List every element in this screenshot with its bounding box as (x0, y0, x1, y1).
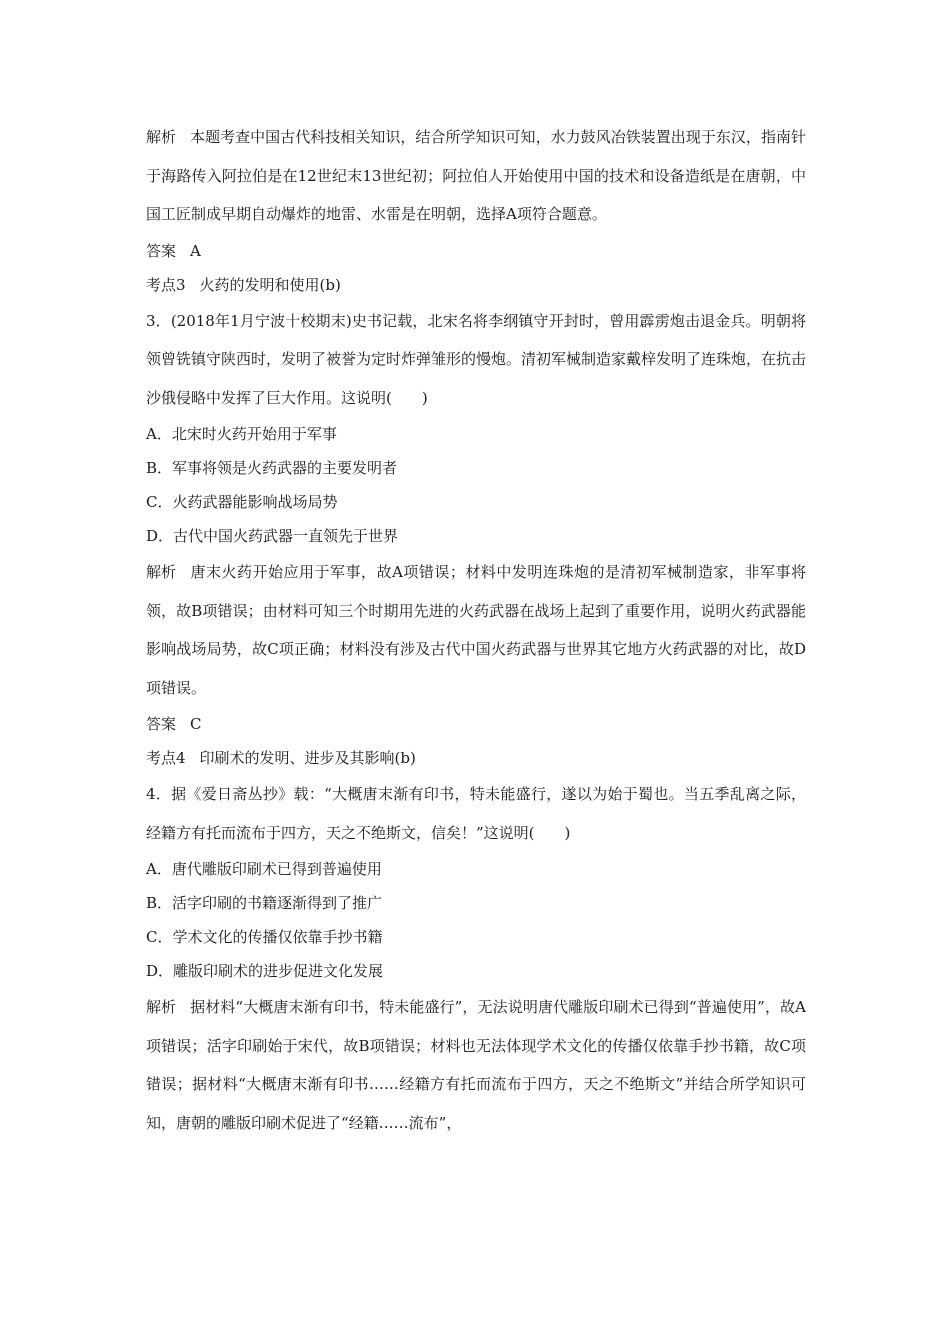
question-4-option-c (146, 920, 806, 954)
question-4-option-d (146, 954, 806, 988)
question-3-option-d (146, 519, 806, 553)
analysis-label: 解析 (146, 128, 177, 146)
analysis-text: 唐末火药开始应用于军事，故A项错误；材料中发明连珠炮的是清初军械制造家，非军事将领，故B项错误；由材料可知三个时期用先进的火药武器在战场上起到了重要作用，说明火药武器能影响战场局势，故C项正确；材料没有涉及古代中国火药武器与世界其它地方火药武器的对比，故D项错误。 (146, 563, 806, 697)
answer-label: 答案 (146, 715, 177, 733)
option-text: B．军事将领是火药武器的主要发明者 (146, 459, 398, 477)
analysis-label: 解析 (146, 563, 177, 581)
option-text: A．北宋时火药开始用于军事 (146, 425, 337, 443)
question-text: 4．据《爱日斋丛抄》载：“大概唐末渐有印书，特未能盛行，遂以为始于蜀也。当五季乱离之际，经籍方有托而流布于四方，天之不绝斯文，信矣！”这说明( ) (146, 785, 806, 842)
topic-title: 火药的发明和使用(b) (199, 275, 341, 294)
question-3-option-c (146, 485, 806, 519)
topic-heading-3 (146, 268, 806, 302)
question-3-option-b (146, 451, 806, 485)
analysis-paragraph-3 (146, 988, 806, 1142)
question-4-option-b (146, 886, 806, 920)
analysis-paragraph-1 (146, 118, 806, 234)
analysis-paragraph-2 (146, 553, 806, 707)
question-text: 3．(2018年1月宁波十校期末)史书记载，北宋名将李纲镇守开封时，曾用霹雳炮击退金兵。明朝将领曾铣镇守陕西时，发明了被誉为定时炸弹雏形的慢炮。清初军械制造家戴梓发明了连珠炮，在抗击沙俄侵略中发挥了巨大作用。这说明( ) (146, 311, 807, 407)
option-text: A．唐代雕版印刷术已得到普遍使用 (146, 860, 382, 878)
option-text: C．学术文化的传播仅依靠手抄书籍 (146, 928, 383, 946)
option-text: D．雕版印刷术的进步促进文化发展 (146, 962, 384, 980)
analysis-label: 解析 (146, 998, 177, 1016)
answer-value: C (190, 715, 202, 733)
answer-value: A (190, 241, 201, 260)
document-body (146, 118, 806, 1142)
question-3-stem (146, 302, 806, 418)
analysis-text: 据材料“大概唐末渐有印书，特未能盛行”，无法说明唐代雕版印刷术已得到“普遍使用”，故A项错误；活字印刷始于宋代，故B项错误；材料也无法体现学术文化的传播仅依靠手抄书籍，故C项错误；据材料“大概唐末渐有印书……经籍方有托而流布于四方，天之不绝斯文”并结合所学知识可知，唐朝的雕版印刷术促进了“经籍……流布”， (146, 998, 806, 1132)
question-4-stem (146, 775, 806, 852)
answer-line-1 (146, 234, 806, 268)
topic-heading-4 (146, 741, 806, 775)
option-text: D．古代中国火药武器一直领先于世界 (146, 527, 399, 545)
topic-label: 考点4 (146, 749, 186, 767)
question-4-option-a (146, 852, 806, 886)
question-3-option-a (146, 417, 806, 451)
topic-title: 印刷术的发明、进步及其影响(b) (199, 749, 416, 767)
answer-line-2 (146, 707, 806, 741)
topic-label: 考点3 (146, 275, 186, 294)
option-text: C．火药武器能影响战场局势 (146, 493, 338, 511)
option-text: B．活字印刷的书籍逐渐得到了推广 (146, 894, 383, 912)
analysis-text: 本题考查中国古代科技相关知识，结合所学知识可知，水力鼓风冶铁装置出现于东汉，指南针于海路传入阿拉伯是在12世纪末13世纪初；阿拉伯人开始使用中国的技术和设备造纸是在唐朝，中国工匠制成早期自动爆炸的地雷、水雷是在明朝，选择A项符合题意。 (146, 128, 806, 223)
answer-label: 答案 (146, 241, 177, 260)
